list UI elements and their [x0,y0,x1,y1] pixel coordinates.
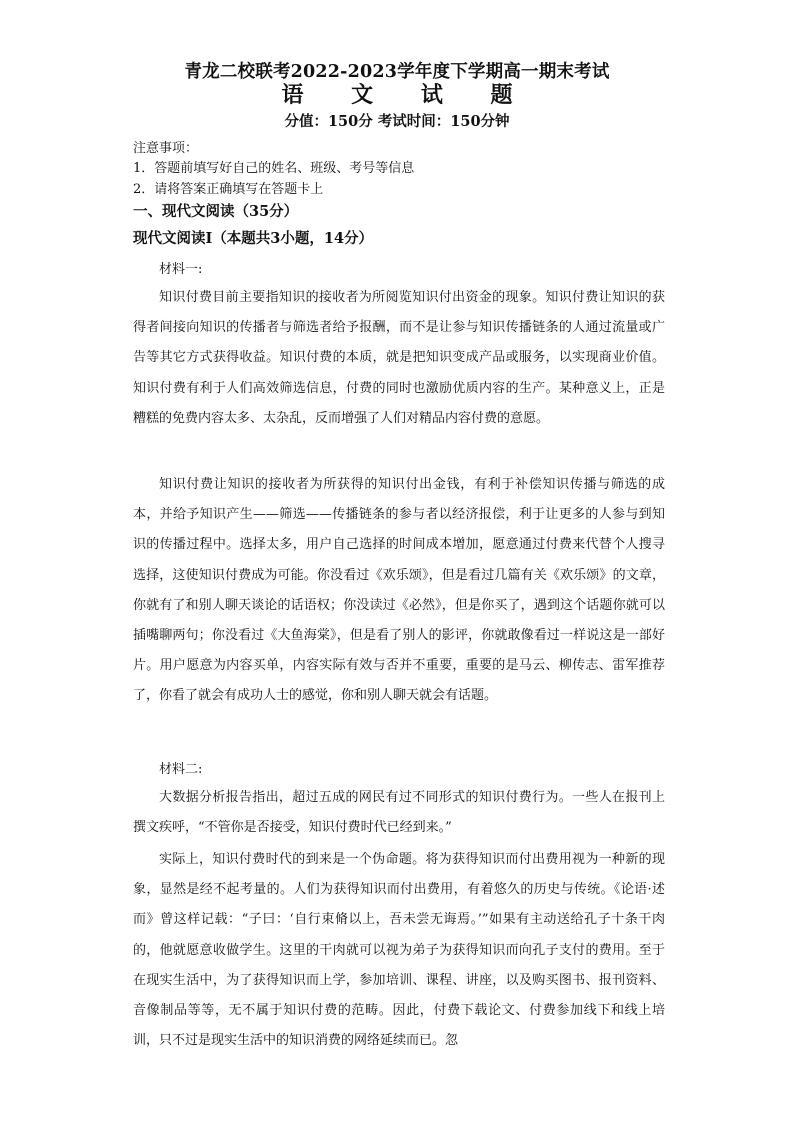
score-time-line: 分值：150分 考试时间：150分钟 [284,113,510,130]
material-2-paragraph-1: 大数据分析报告指出，超过五成的网民有过不同形式的知识付费行为。一些人在报刊上撰文疾呼，“不管你是否接受，知识付费时代已经到来。” [133,790,665,836]
material-2-paragraph-2: 实际上，知识付费时代的到来是一个伪命题。将为获得知识而付出费用视为一种新的现象，显然是经不起考量的。人们为获得知识而付出费用，有着悠久的历史与传统。《论语·述而》曾这样记载：“子曰：‘自行束脩以上，吾未尝无诲焉。’”如果有主动送给孔子十条干肉的，他就愿意收做学生。这里的干肉就可以视为弟子为获得知识而向孔子支付的费用。至于在现实生活中，为了获得知识而上学，参加培训、课程、讲座，以及购买图书、报刊资料、音像制品等等，无不属于知识付费的范畴。因此，付费下载论文、付费参加线下和线上培训，只不过是现实生活中的知识消费的网络延续而已。忽 [133,852,665,1049]
notes-heading: 注意事项： [133,141,199,156]
material-2-label: 材料二: [159,762,203,777]
material-1-label: 材料一: [159,262,203,277]
exam-title: 青龙二校联考2022-2023学年度下学期高一期末考试 [184,62,610,82]
notes-item-2: 2．请将答案正确填写在答题卡上 [133,182,324,197]
subject-title: 语 文 试 题 [281,82,533,108]
material-1-paragraph-2: 知识付费让知识的接收者为所获得的知识付出金钱，有利于补偿知识传播与筛选的成本，并给予知识产生——筛选——传播链条的参与者以经济报偿，利于让更多的人参与到知识的传播过程中。选择太多，用户自己选择的时间成本增加，愿意通过付费来代替个人搜寻选择，这使知识付费成为可能。你没看过《欢乐颂》，但是看过几篇有关《欢乐颂》的文章，你就有了和别人聊天谈论的话语权；你没读过《必然》，但是你买了，遇到这个话题你就可以插嘴聊两句；你没看过《大鱼海棠》，但是看了别人的影评，你就敢像看过一样说这是一部好片。用户愿意为内容买单，内容实际有效与否并不重要，重要的是马云、柳传志、雷军推荐了，你看了就会有成功人士的感觉，你和别人聊天就会有话题。 [133,477,665,704]
notes-item-1: 1．答题前填写好自己的姓名、班级、考号等信息 [133,161,415,176]
material-1-paragraph-1: 知识付费目前主要指知识的接收者为所阅览知识付出资金的现象。知识付费让知识的获得者间接向知识的传播者与筛选者给予报酬，而不是让参与知识传播链条的人通过流量或广告等其它方式获得收益。知识付费的本质，就是把知识变成产品或服务，以实现商业价值。知识付费有利于人们高效筛选信息，付费的同时也激励优质内容的生产。某种意义上，正是糟糕的免费内容太多、太杂乱，反而增强了人们对精品内容付费的意愿。 [133,290,665,426]
section-subtitle: 现代文阅读Ⅰ（本题共3小题，14分） [133,230,374,247]
section-title: 一、现代文阅读（35分） [133,203,299,220]
